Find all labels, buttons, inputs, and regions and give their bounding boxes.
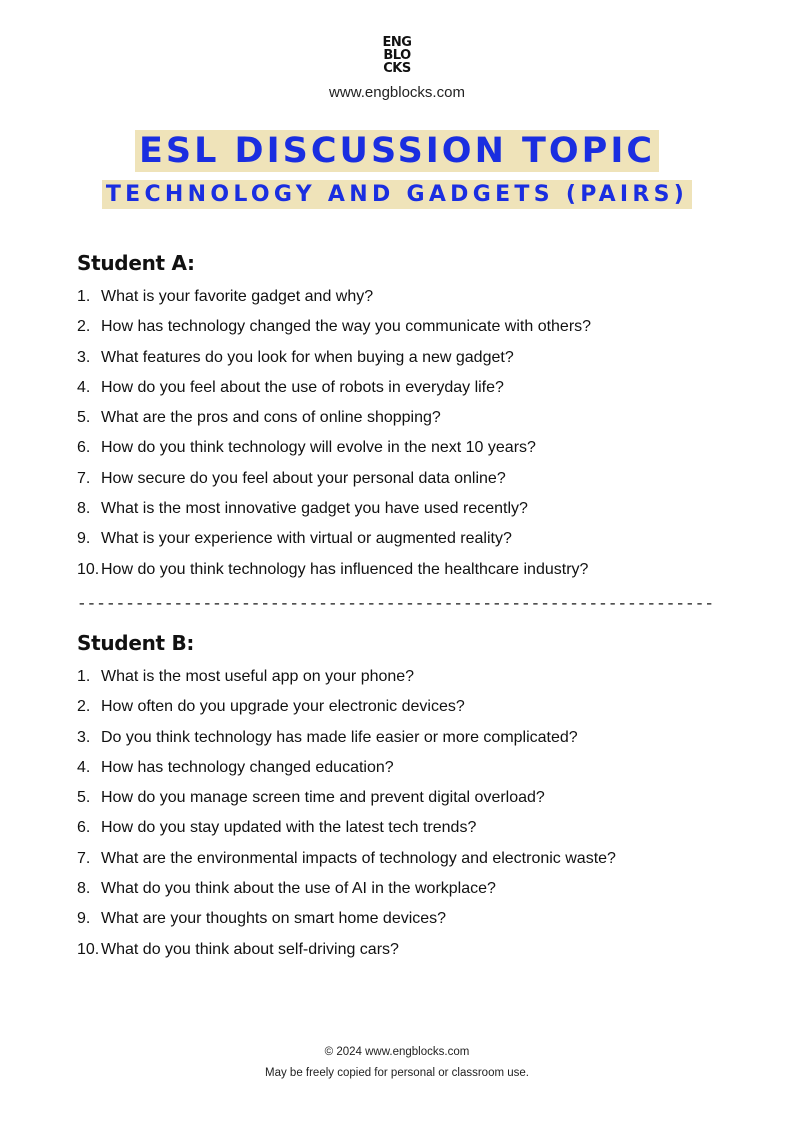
question-item [77, 494, 717, 524]
student-a-heading: Student A: [77, 251, 195, 275]
section-divider: ------------------------------------------------------------------ [77, 595, 715, 613]
question-number: 2. [77, 318, 91, 336]
question-item [77, 753, 717, 783]
logo-line: CKS [383, 61, 411, 76]
footer-license: May be freely copied for personal or classroom use. [265, 1067, 529, 1079]
question-number: 5. [77, 789, 91, 807]
question-text: What do you think about self-driving cars? [101, 940, 399, 958]
question-item [77, 904, 717, 934]
question-text: What is the most useful app on your phone? [101, 668, 415, 685]
question-number: 7. [77, 849, 91, 867]
question-number: 5. [77, 409, 91, 427]
page-title: ESL DISCUSSION TOPIC [135, 130, 659, 172]
question-number: 9. [77, 530, 91, 548]
question-item [77, 524, 717, 554]
student-a-section [77, 250, 717, 585]
question-text: What is your experience with virtual or augmented reality? [101, 530, 512, 548]
question-item [77, 723, 717, 753]
question-text: How do you feel about the use of robots in everyday life? [101, 378, 504, 396]
question-text: Do you think technology has made life easier or more complicated? [101, 728, 578, 746]
question-number: 4. [77, 758, 91, 776]
question-text: What are the environmental impacts of technology and electronic waste? [101, 849, 616, 867]
question-item [77, 312, 717, 342]
question-text: What do you think about the use of AI in the workplace? [101, 880, 496, 898]
question-text: How secure do you feel about your personal data online? [101, 469, 506, 487]
question-item [77, 935, 717, 965]
question-text: How do you think technology will evolve in the next 10 years? [101, 439, 536, 457]
question-item [77, 282, 717, 312]
question-item [77, 783, 717, 813]
question-item [77, 433, 717, 463]
logo-line: BLO [383, 48, 411, 63]
student-b-heading: Student B: [77, 631, 195, 655]
question-text: How often do you upgrade your electronic devices? [101, 698, 465, 716]
question-item [77, 813, 717, 843]
question-text: How has technology changed the way you communicate with others? [101, 318, 592, 336]
question-item [77, 555, 717, 585]
question-number: 10. [77, 940, 100, 958]
question-item [77, 692, 717, 722]
question-text: What are the pros and cons of online shopping? [101, 409, 441, 427]
logo-line: ENG [382, 35, 412, 50]
question-text: What are your thoughts on smart home devices? [101, 910, 447, 928]
question-number: 3. [77, 728, 91, 746]
question-text: How do you stay updated with the latest tech trends? [101, 819, 477, 837]
student-b-questions [77, 662, 717, 965]
question-item [77, 403, 717, 433]
question-item [77, 343, 717, 373]
title-wrap [0, 130, 794, 172]
question-item [77, 874, 717, 904]
site-url: www.engblocks.com [329, 84, 465, 101]
question-number: 1. [77, 668, 91, 685]
question-number: 10. [77, 560, 100, 578]
question-number: 6. [77, 439, 91, 457]
engblocks-logo [0, 36, 794, 77]
subtitle-wrap [0, 180, 794, 209]
question-number: 6. [77, 819, 91, 837]
question-text: How has technology changed education? [101, 758, 394, 776]
footer-copyright: © 2024 www.engblocks.com [324, 1046, 470, 1058]
question-number: 7. [77, 469, 91, 487]
logo-mark [383, 36, 412, 75]
question-number: 2. [77, 698, 91, 716]
question-number: 3. [77, 348, 91, 366]
student-b-section [77, 630, 717, 965]
question-number: 9. [77, 910, 91, 928]
question-number: 8. [77, 880, 91, 898]
question-text: What is your favorite gadget and why? [101, 288, 374, 305]
question-text: How do you think technology has influenced the healthcare industry? [101, 560, 589, 578]
question-number: 1. [77, 288, 91, 305]
question-text: What features do you look for when buying a new gadget? [101, 348, 514, 366]
student-a-questions [77, 282, 717, 585]
question-item [77, 844, 717, 874]
page-subtitle: TECHNOLOGY AND GADGETS (PAIRS) [102, 180, 692, 209]
question-item [77, 662, 717, 692]
question-number: 8. [77, 500, 91, 518]
question-number: 4. [77, 378, 91, 396]
question-text: How do you manage screen time and prevent digital overload? [101, 789, 545, 807]
question-item [77, 464, 717, 494]
question-text: What is the most innovative gadget you have used recently? [101, 500, 528, 518]
question-item [77, 373, 717, 403]
